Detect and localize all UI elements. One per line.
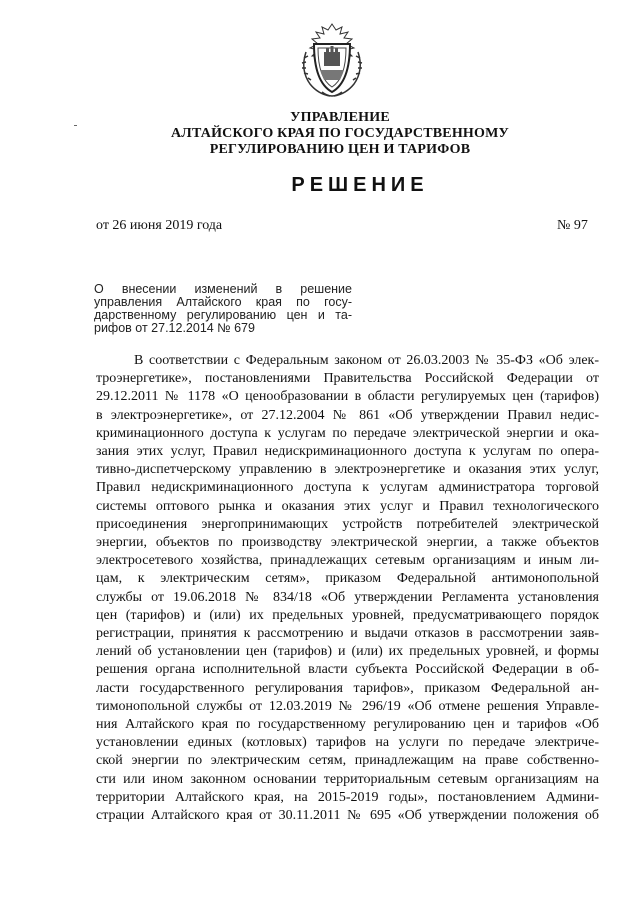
body-line: установлении единых (котловых) тарифов на услуги по передаче электриче- (96, 735, 599, 751)
body-paragraph (96, 352, 599, 825)
body-line: регистрации, принятия к рассмотрению и выдачи отказов в рассмотрении заяв- (96, 626, 599, 642)
body-line: В соответствии с Федеральным законом от 26.03.2003 № 35-ФЗ «Об элек- (134, 353, 599, 368)
agency-name-line-2: АЛТАЙСКОГО КРАЯ ПО ГОСУДАРСТВЕННОМУ (171, 126, 509, 141)
body-line: решения органа исполнительной власти субъекта Российской Федерации в об- (96, 662, 599, 678)
body-line: ласти государственного регулирования тарифов», приказом Федеральной ан- (96, 680, 599, 696)
subject-line: О внесении изменений в решение (94, 282, 352, 296)
margin-mark (74, 125, 77, 126)
body-line: страции Алтайского края от 30.11.2011 № 695 «Об утверждении положения об (96, 808, 599, 824)
body-line: сти или ином законном основании территориальным сетевым организациям на (96, 771, 599, 787)
subject-line: рифов от 27.12.2014 № 679 (94, 321, 255, 335)
subject-line: управления Алтайского края по госу- (94, 295, 352, 309)
body-line: зания этих услуг, Правил недискриминационного доступа к услугам по опера- (96, 444, 599, 460)
body-line: Правил недискриминационного доступа к услугам администратора торговой (96, 480, 599, 496)
body-line: криминационного доступа к услугам по передаче электрической энергии и ока- (96, 425, 599, 441)
subject-line: дарственному регулированию цен и та- (94, 308, 352, 322)
body-line: тивно-диспетчерскому управлению в электроэнергетике и оказания этих услуг, (96, 462, 599, 478)
body-line: цен (тарифов) и (или) их предельных уровней, предусматривающего порядок (96, 607, 599, 623)
subject-block (94, 283, 352, 335)
body-line: 29.12.2011 № 1178 «О ценообразовании в области регулируемых цен (тарифов) (96, 389, 599, 405)
body-line: ния Алтайского края по государственному регулированию цен и тарифов «Об (96, 717, 599, 733)
body-line: в электроэнергетике», от 27.12.2004 № 861 «Об утверждении Правил недис- (96, 407, 599, 423)
document-type-title: РЕШЕНИЕ (291, 174, 429, 196)
body-line: службы от 19.06.2018 № 834/18 «Об утверждении Регламента установления (96, 589, 599, 605)
body-line: энергии, объектов по производству электрической энергии, а также объектов (96, 535, 599, 551)
body-line: ской энергии по электрическим сетям, принадлежащим на праве собственно- (96, 753, 599, 769)
body-line: тимонопольной службы от 12.03.2019 № 296/19 «Об отмене решения Управле- (96, 698, 599, 714)
body-line: присоединения энергопринимающих устройств потребителей электрической (96, 516, 599, 532)
agency-name-line-3: РЕГУЛИРОВАНИЮ ЦЕН И ТАРИФОВ (209, 142, 471, 157)
coat-of-arms-emblem (296, 22, 368, 100)
body-line: лений об установлении цен (тарифов) и (или) их предельных уровней, и формы (96, 644, 599, 660)
body-line: системы оптового рынка и оказания этих услуг и Правил технологического (96, 498, 599, 514)
body-line: территории Алтайского края, на 2015-2019 годы», постановлением Админи- (96, 789, 599, 805)
body-line: троэнергетике», постановлениями Правительства Российской Федерации от (96, 371, 599, 387)
body-line: электросетевого хозяйства, принадлежащих сетевым организациям и иным ли- (96, 553, 599, 569)
document-number: № 97 (557, 218, 588, 233)
agency-name-line-1: УПРАВЛЕНИЕ (290, 110, 390, 125)
document-date: от 26 июня 2019 года (96, 218, 223, 233)
body-line: цам, к электрическим сетям», приказом Федеральной антимонопольной (96, 571, 599, 587)
